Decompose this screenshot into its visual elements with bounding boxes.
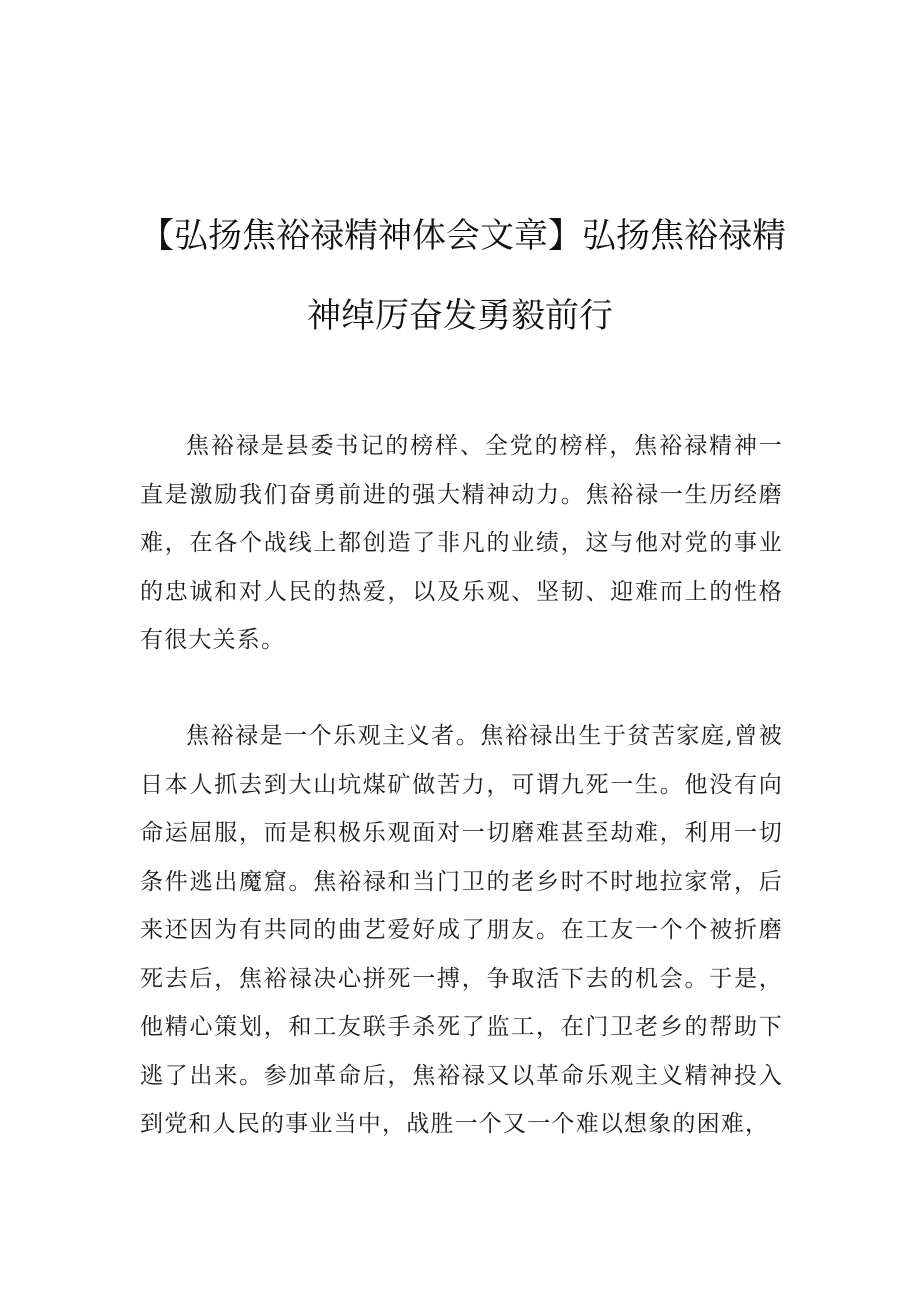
body-paragraph-2: 焦裕禄是一个乐观主义者。焦裕禄出生于贫苦家庭,曾被日本人抓去到大山坑煤矿做苦力，可谓九死一生。他没有向命运屈服，而是积极乐观面对一切磨难甚至劫难，利用一切条件逃出魔窟。焦裕禄和当门卫的老乡时不时地拉家常，后来还因为有共同的曲艺爱好成了朋友。在工友一个个被折磨死去后，焦裕禄决心拼死一搏，争取活下去的机会。于是，他精心策划，和工友联手杀死了监工，在门卫老乡的帮助下逃了出来。参加革命后，焦裕禄又以革命乐观主义精神投入到党和人民的事业当中，战胜一个又一个难以想象的困难， (140, 723, 783, 1137)
document-title-line-2: 神绰厉奋发勇毅前行 (307, 296, 613, 336)
body-paragraph-1: 焦裕禄是县委书记的榜样、全党的榜样，焦裕禄精神一直是激励我们奋勇前进的强大精神动力。焦裕禄一生历经磨难，在各个战线上都创造了非凡的业绩，这与他对党的事业的忠诚和对人民的热爱，以及乐观、坚韧、迎难而上的性格有很大关系。 (140, 433, 783, 653)
document-title-line-1: 【弘扬焦裕禄精神体会文章】弘扬焦裕禄精 (140, 216, 786, 256)
